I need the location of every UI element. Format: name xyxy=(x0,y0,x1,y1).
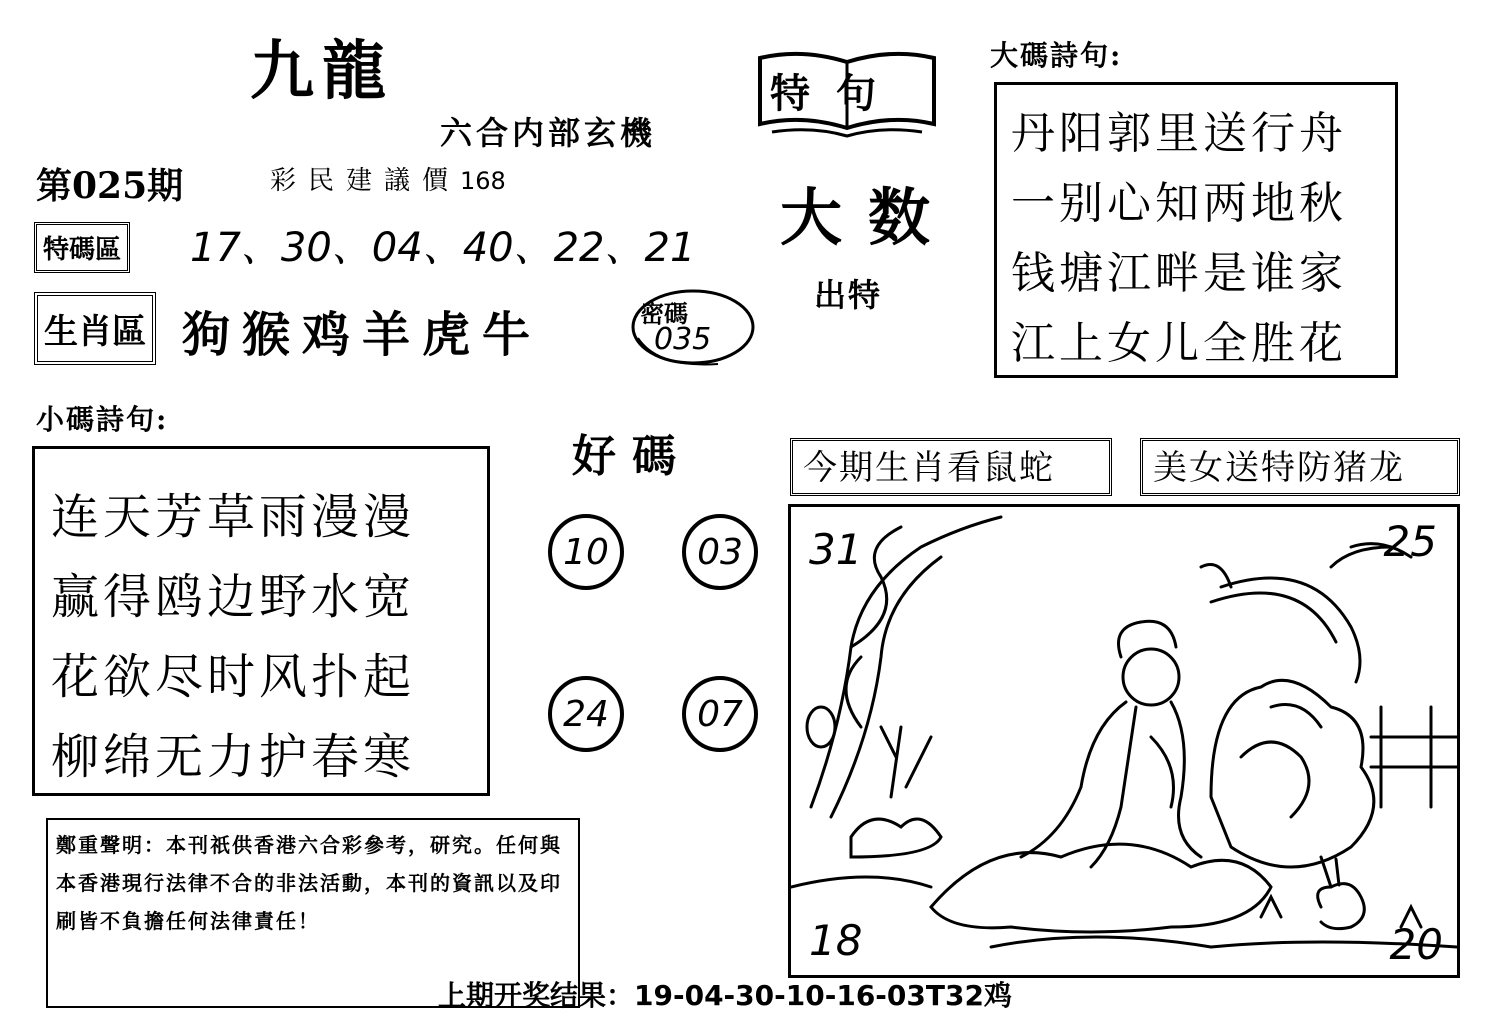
special-zone-label: 特碼區 xyxy=(34,222,130,273)
secret-code-value: 035 xyxy=(654,322,712,357)
good-code-circle: 24 xyxy=(548,676,624,752)
secret-code-label: 密碼 xyxy=(640,299,688,328)
good-code-circle: 10 xyxy=(548,514,624,590)
subtitle: 六合内部玄機 xyxy=(440,114,657,152)
book-badge xyxy=(752,48,942,140)
good-code-circle: 07 xyxy=(682,676,758,752)
corner-number-bottom-right: 20 xyxy=(1389,920,1443,969)
small-poem-box xyxy=(32,446,490,796)
zodiac-animals: 狗猴鸡羊虎牛 xyxy=(182,307,543,363)
small-poem-line: 花欲尽时风扑起 xyxy=(51,649,416,705)
corner-number-bottom-left: 18 xyxy=(809,916,863,965)
small-poem-line: 柳绵无力护春寒 xyxy=(51,729,416,785)
illustration-panel xyxy=(788,504,1460,978)
special-zone-numbers: 17、30、04、40、22、21 xyxy=(190,225,696,271)
book-badge-text: 特句 xyxy=(770,70,902,117)
last-draw-result: 上期开奖结果：19-04-30-10-16-03T32鸡 xyxy=(438,979,1012,1012)
price-line xyxy=(270,160,506,197)
lady-in-garden-illustration-icon xyxy=(791,507,1457,975)
big-poem-title: 大碼詩句: xyxy=(990,39,1123,72)
issue-number: 第025期 xyxy=(36,165,184,207)
small-poem-line: 连天芳草雨漫漫 xyxy=(51,489,416,545)
brand-title: 九龍 xyxy=(250,34,394,109)
secret-code-badge xyxy=(628,286,758,368)
good-codes-title: 好碼 xyxy=(572,431,692,482)
price-label: 彩民建議價 xyxy=(270,166,461,196)
corner-number-top-left: 31 xyxy=(809,525,863,574)
small-poem-title: 小碼詩句: xyxy=(36,403,169,436)
small-poem-line: 赢得鸥边野水宽 xyxy=(51,569,416,625)
zodiac-tip-box: 今期生肖看鼠蛇 xyxy=(790,438,1112,496)
disclaimer-box: 鄭重聲明：本刊祇供香港六合彩參考，研究。任何與本香港現行法律不合的非法活動，本刊的資訊以及印刷皆不負擔任何法律責任！ xyxy=(46,818,580,1008)
big-poem-line: 江上女儿全胜花 xyxy=(1011,318,1347,369)
big-poem-box xyxy=(994,82,1398,378)
good-code-circle: 03 xyxy=(682,514,758,590)
price-value: 168 xyxy=(460,167,506,195)
big-poem-line: 一别心知两地秋 xyxy=(1011,178,1347,229)
big-poem-line: 丹阳郭里送行舟 xyxy=(1011,108,1347,159)
big-number-heading: 大数 xyxy=(780,181,957,254)
out-special-text: 出特 xyxy=(814,276,883,314)
big-poem-line: 钱塘江畔是谁家 xyxy=(1011,248,1347,299)
zodiac-zone-label: 生肖區 xyxy=(34,292,156,365)
corner-number-top-right: 25 xyxy=(1383,517,1437,566)
beauty-tip-box: 美女送特防猪龙 xyxy=(1140,438,1460,496)
